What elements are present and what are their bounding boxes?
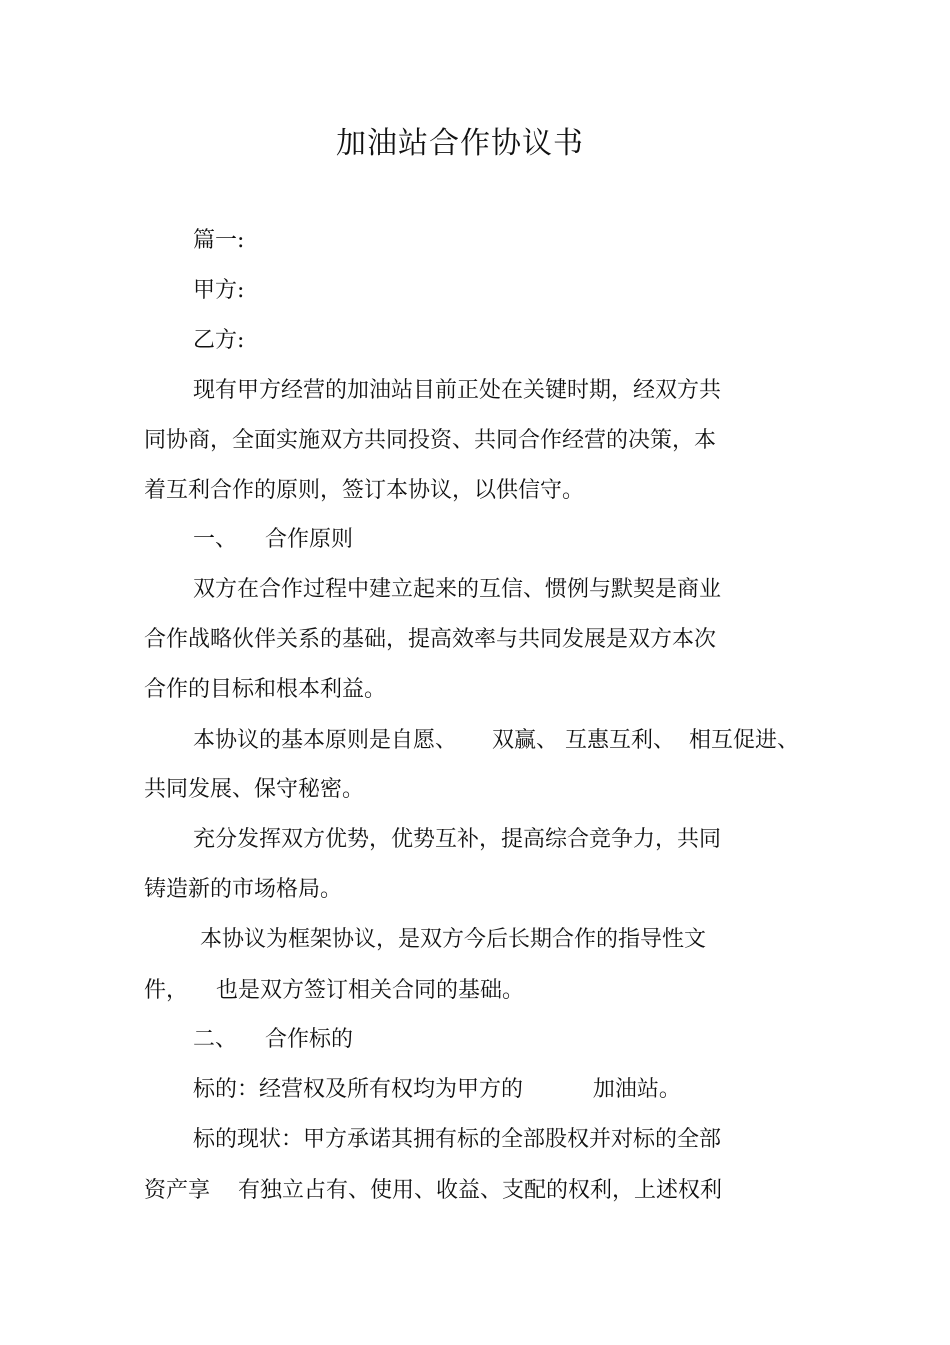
paragraph-line: 着互利合作的原则，签订本协议，以供信守。 — [144, 478, 585, 503]
paragraph-line: 合作战略伙伴关系的基础，提高效率与共同发展是双方本次 — [144, 627, 717, 652]
section-heading-cooperation-subject: 二、 合作标的 — [193, 1027, 353, 1052]
paragraph-line: 本协议为框架协议，是双方今后长期合作的指导性文 — [193, 927, 706, 952]
paragraph-line: 标的：经营权及所有权均为甲方的 加油站。 — [193, 1077, 681, 1102]
paragraph-line: 现有甲方经营的加油站目前正处在关键时期，经双方共 — [193, 378, 722, 403]
paragraph-line: 件， 也是双方签订相关合同的基础。 — [144, 978, 524, 1003]
paragraph-line: 标的现状：甲方承诺其拥有标的全部股权并对标的全部 — [193, 1127, 722, 1152]
document-title: 加油站合作协议书 — [336, 126, 584, 161]
paragraph-line: 铸造新的市场格局。 — [144, 877, 343, 902]
paragraph-line: 合作的目标和根本利益。 — [144, 677, 387, 702]
paragraph-line: 共同发展、保守秘密。 — [144, 777, 365, 802]
paragraph-line: 充分发挥双方优势，优势互补，提高综合竞争力，共同 — [193, 827, 722, 852]
paragraph-line: 同协商，全面实施双方共同投资、共同合作经营的决策，本 — [144, 428, 717, 453]
party-a-label: 甲方: — [193, 278, 245, 303]
paragraph-line: 资产享 有独立占有、使用、收益、支配的权利，上述权利 — [144, 1178, 722, 1203]
paragraph-line: 双方在合作过程中建立起来的互信、惯例与默契是商业 — [193, 577, 722, 602]
paragraph-line: 本协议的基本原则是自愿、 双赢、 互惠互利、 相互促进、 — [193, 728, 799, 753]
section-heading-cooperation-principles: 一、 合作原则 — [193, 527, 353, 552]
section-heading-part-one: 篇一: — [193, 228, 245, 253]
party-b-label: 乙方: — [193, 328, 245, 353]
